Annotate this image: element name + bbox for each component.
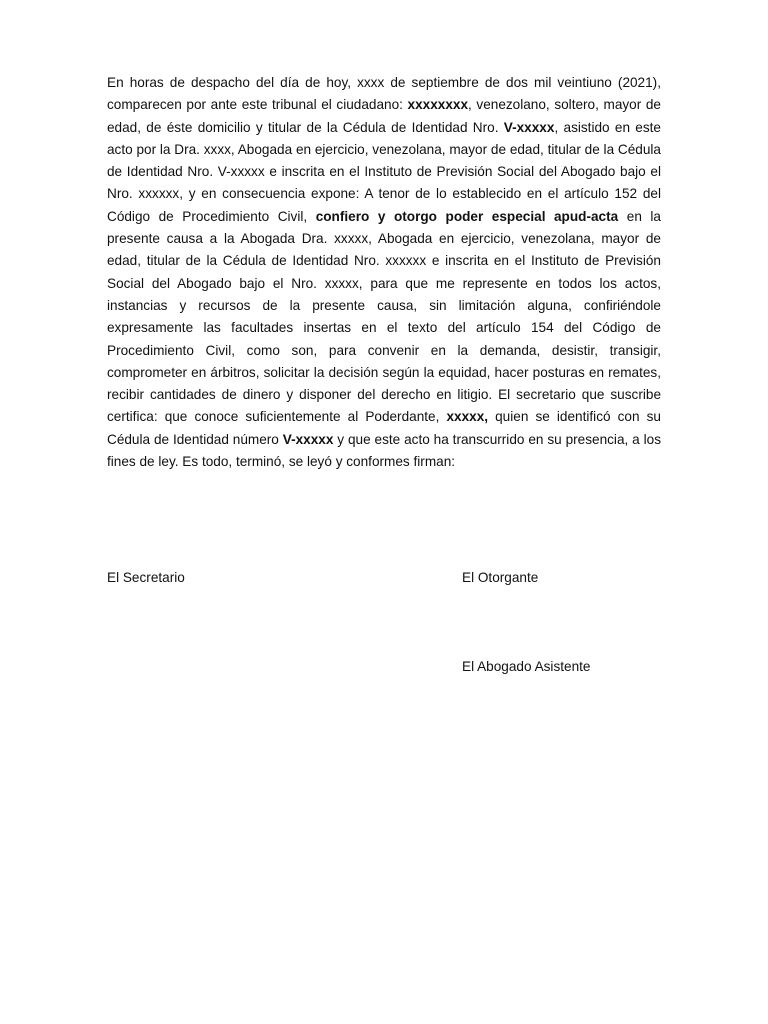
signature-abogado-asistente: El Abogado Asistente xyxy=(462,659,591,674)
text-segment: quien se identificó con su Cédula de Identidad número xyxy=(107,409,661,447)
signature-secretario: El Secretario xyxy=(107,570,185,585)
client-name-bold: xxxxxxxx xyxy=(407,97,469,113)
grantor-id-bold: V-xxxxx xyxy=(282,431,334,447)
text-segment: , asistido en este acto por la Dra. xxxx, Abogada en ejercicio, venezolana, mayor de edad, titular de la Cédula de Identidad Nro. V-xxxxx e inscrita en el Instituto de Previsión Social del Abogado bajo el Nro. xxxxxx, y en consecuencia expone: A tenor de lo establecido en el artículo 152 del Código de Procedimiento Civil, xyxy=(107,119,661,224)
text-segment: y que este acto ha transcurrido en su presencia, a los fines de ley. Es todo, terminó, se leyó y conformes firman: xyxy=(107,431,661,470)
client-id-bold: V-xxxxx xyxy=(503,119,555,135)
grantor-name-bold: xxxxx, xyxy=(446,409,489,425)
text-segment: , venezolano, soltero, mayor de edad, de éste domicilio y titular de la Cédula de Identidad Nro. xyxy=(107,97,661,135)
signature-otorgante: El Otorgante xyxy=(462,570,539,585)
document-body-paragraph xyxy=(107,72,661,473)
text-segment: En horas de despacho del día de hoy, xxxx de septiembre de dos mil veintiuno (2021), comparecen por ante este tribunal el ciudadano: xyxy=(107,75,661,113)
power-grant-bold: confiero y otorgo poder especial apud-acta xyxy=(315,208,619,224)
text-segment: en la presente causa a la Abogada Dra. xxxxx, Abogada en ejercicio, venezolana, mayor de edad, titular de la Cédula de Identidad Nro. xxxxxx e inscrita en el Instituto de Previsión Social del Abogado bajo el Nro. xxxxx, para que me represente en todos los actos, instancias y recursos de la presente causa, sin limitación alguna, confiriéndole expresamente las facultades insertas en el texto del artículo 154 del Código de Procedimiento Civil, como son, para convenir en la demanda, desistir, transigir, comprometer en árbitros, solicitar la decisión según la equidad, hacer posturas en remates, recibir cantidades de dinero y disponer del derecho en litigio. El secretario que suscribe certifica: que conoce suficientemente al Poderdante, xyxy=(107,208,661,425)
